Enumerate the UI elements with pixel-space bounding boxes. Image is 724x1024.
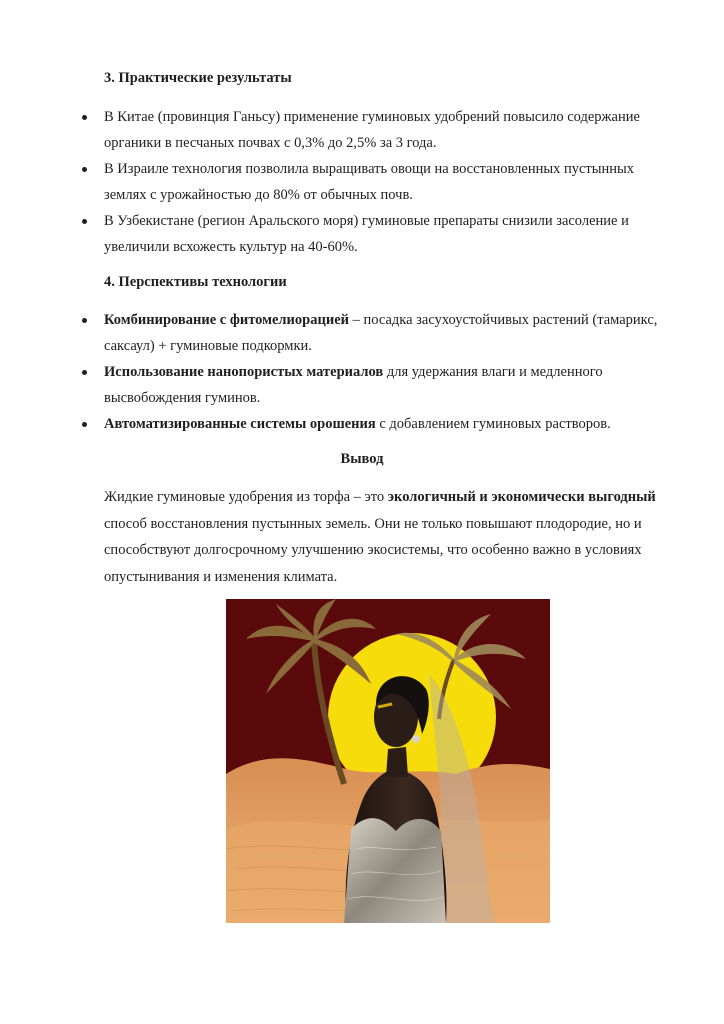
section-3-heading: 3. Практические результаты [104, 70, 292, 86]
neck-shape [386, 747, 408, 777]
section-4-heading: 4. Перспективы технологии [104, 274, 287, 290]
list-item: Автоматизированные системы орошения с добавлением гуминовых растворов. [80, 411, 670, 437]
section-3-list [80, 104, 670, 260]
list-item: В Китае (провинция Ганьсу) применение гуминовых удобрений повысило содержание органики в песчаных почвах с 0,3% до 2,5% за 3 года. [80, 104, 670, 156]
bullet-icon [82, 370, 87, 375]
list-item: В Узбекистане (регион Аральского моря) гуминовые препараты снизили засоление и увеличили всхожесть культур на 40-60%. [80, 208, 670, 260]
list-item: Использование нанопористых материалов для удержания влаги и медленного высвобождения гуминов. [80, 359, 670, 411]
list-item: В Израиле технология позволила выращивать овощи на восстановленных пустынных землях с урожайностью до 80% от обычных почв. [80, 156, 670, 208]
conclusion-paragraph: Жидкие гуминовые удобрения из торфа – это экологичный и экономически выгодный способ восстановления пустынных земель. Они не только повышают плодородие, но и способствуют долгосрочному улучшению экосистемы, что особенно важно в условиях опустынивания и изменения климата. [104, 489, 656, 585]
section-4-list [80, 307, 670, 437]
desert-portrait-illustration [226, 599, 550, 923]
bullet-icon [82, 422, 87, 427]
earring-shape [412, 735, 420, 743]
illustration-svg [226, 599, 550, 923]
dress-shape [344, 818, 446, 923]
list-item: Комбинирование с фитомелиорацией – посадка засухоустойчивых растений (тамарикс, саксаул) + гуминовые подкормки. [80, 307, 670, 359]
bullet-icon [82, 115, 87, 120]
bullet-icon [82, 318, 87, 323]
bullet-icon [82, 167, 87, 172]
conclusion-heading: Вывод [340, 451, 384, 467]
bullet-icon [82, 219, 87, 224]
